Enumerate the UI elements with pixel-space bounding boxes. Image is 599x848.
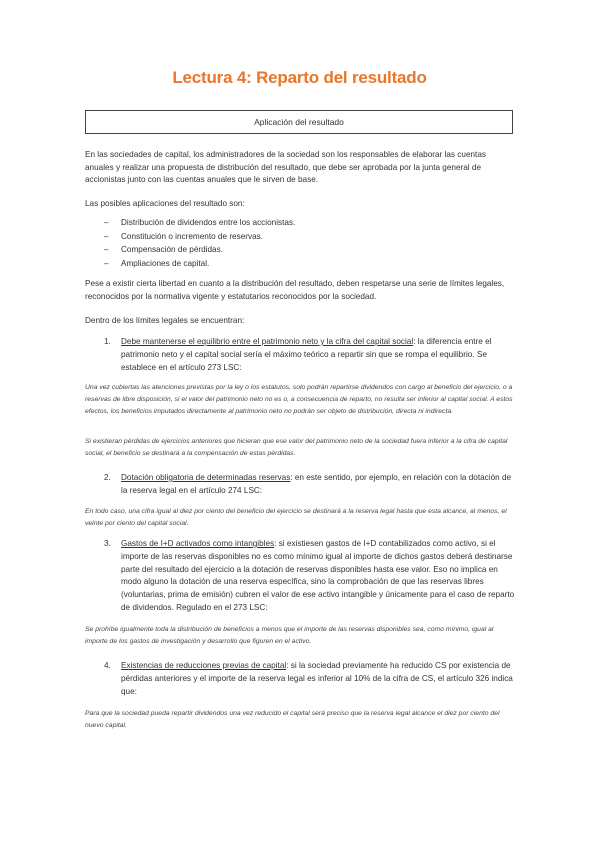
limit-text: : si existiesen gastos de I+D contabilizados como activo, si el importe de las reservas disponibles no es como mínimo igual al importe de dichos gastos deberá destinarse parte del resultado del ejercicio a la dotación de reservas disponibles hasta ese valor. Eso no implica en modo alguno la dotación de una reserva específica, sino la comprobación de que las reservas libres (voluntarias, prima de emisión) cubren el valor de ese activo intangible y únicamente para el caso de reparto de dividendos. Regulado en el 273 LSC: (121, 539, 515, 612)
legal-quote: Se prohíbe igualmente toda la distribución de beneficios a menos que el importe de las reservas disponibles sea, como mínimo, igual al importe de los gastos de investigación y desarrollo que figuren en el activo. (85, 626, 494, 645)
limit-text: : si la sociedad previamente ha reducido CS por existencia de pérdidas anteriores y el importe de la reserva legal es inferior al 10% de la cifra de CS, el artículo 326 indica que: (121, 661, 513, 696)
bullet-dash: – (104, 245, 109, 255)
limit-item-3 (85, 538, 515, 615)
limit-item-1 (85, 336, 515, 374)
list-item: – Constitución o incremento de reservas. (85, 230, 515, 244)
limit-heading: Dotación obligatoria de determinadas reservas (121, 473, 291, 482)
limit-heading: Existencias de reducciones previas de capital (121, 661, 287, 670)
limit-item-2 (85, 472, 515, 498)
item-number: 1. (104, 337, 111, 346)
legal-quote: Para que la sociedad pueda repartir dividendos una vez reducido el capital será preciso que la reserva legal alcance el diez por ciento del nuevo capital. (85, 710, 500, 729)
section-heading-box: Aplicación del resultado (85, 110, 513, 134)
limit-item-4 (85, 660, 515, 698)
applications-label: Las posibles aplicaciones del resultado son: (85, 199, 245, 208)
intro-paragraph: En las sociedades de capital, los administradores de la sociedad son los responsables de elaborar las cuentas anuales y realizar una propuesta de distribución del resultado, que debe ser aprobada por la junta general de accionistas junto con las cuentas anuales que le sirven de base. (85, 150, 486, 185)
list-item: – Distribución de dividendos entre los accionistas. (85, 216, 515, 230)
bullet-dash: – (104, 218, 109, 227)
page-title: Lectura 4: Reparto del resultado (172, 68, 427, 87)
legal-quote: Una vez cubiertas las atenciones previstas por la ley o los estatutos, solo podrán repartirse dividendos con cargo al beneficio del ejercicio, o a reservas de libre disposición, si el valor del patrimonio neto no es o, a consecuencia de reparto, no resulta ser inferior al capital social. A estos efectos, los beneficios imputados directamente al patrimonio neto no podrán ser objeto de distribución, directa ni indirecta. (85, 384, 513, 415)
limits-label: Dentro de los límites legales se encuentran: (85, 316, 245, 325)
bullet-dash: – (104, 231, 109, 241)
limit-heading: Debe mantenerse el equilibrio entre el patrimonio neto y la cifra del capital social (121, 337, 414, 346)
item-number: 3. (104, 539, 111, 548)
applications-list (85, 216, 515, 270)
freedom-paragraph: Pese a existir cierta libertad en cuanto a la distribución del resultado, deben respetarse una serie de límites legales, reconocidos por la normativa vigente y estatutarios reconocidos por la sociedad. (85, 279, 505, 301)
item-number: 2. (104, 473, 111, 482)
list-item: – Ampliaciones de capital. (85, 257, 515, 271)
limit-text: : la diferencia entre el patrimonio neto y el capital social sería el máximo teórico a repartir sin que se rompa el equilibrio. Se establece en el artículo 273 LSC: (121, 337, 492, 372)
legal-quote: Si existieran pérdidas de ejercicios anteriores que hicieran que ese valor del patrimonio neto de la sociedad fuera inferior a la cifra de capital social, el beneficio se destinará a la compensación de estas pérdidas. (85, 438, 508, 457)
item-number: 4. (104, 661, 111, 670)
list-item: – Compensación de pérdidas. (85, 243, 515, 257)
limit-text: : en este sentido, por ejemplo, en relación con la dotación de la reserva legal en el artículo 274 LSC: (121, 473, 512, 495)
bullet-dash: – (104, 258, 109, 268)
limit-heading: Gastos de I+D activados como intangibles (121, 539, 275, 548)
legal-quote: En todo caso, una cifra igual al diez por ciento del beneficio del ejercicio se destinará a la reserva legal hasta que esta alcance, al menos, el veinte por ciento del capital social. (85, 508, 507, 527)
